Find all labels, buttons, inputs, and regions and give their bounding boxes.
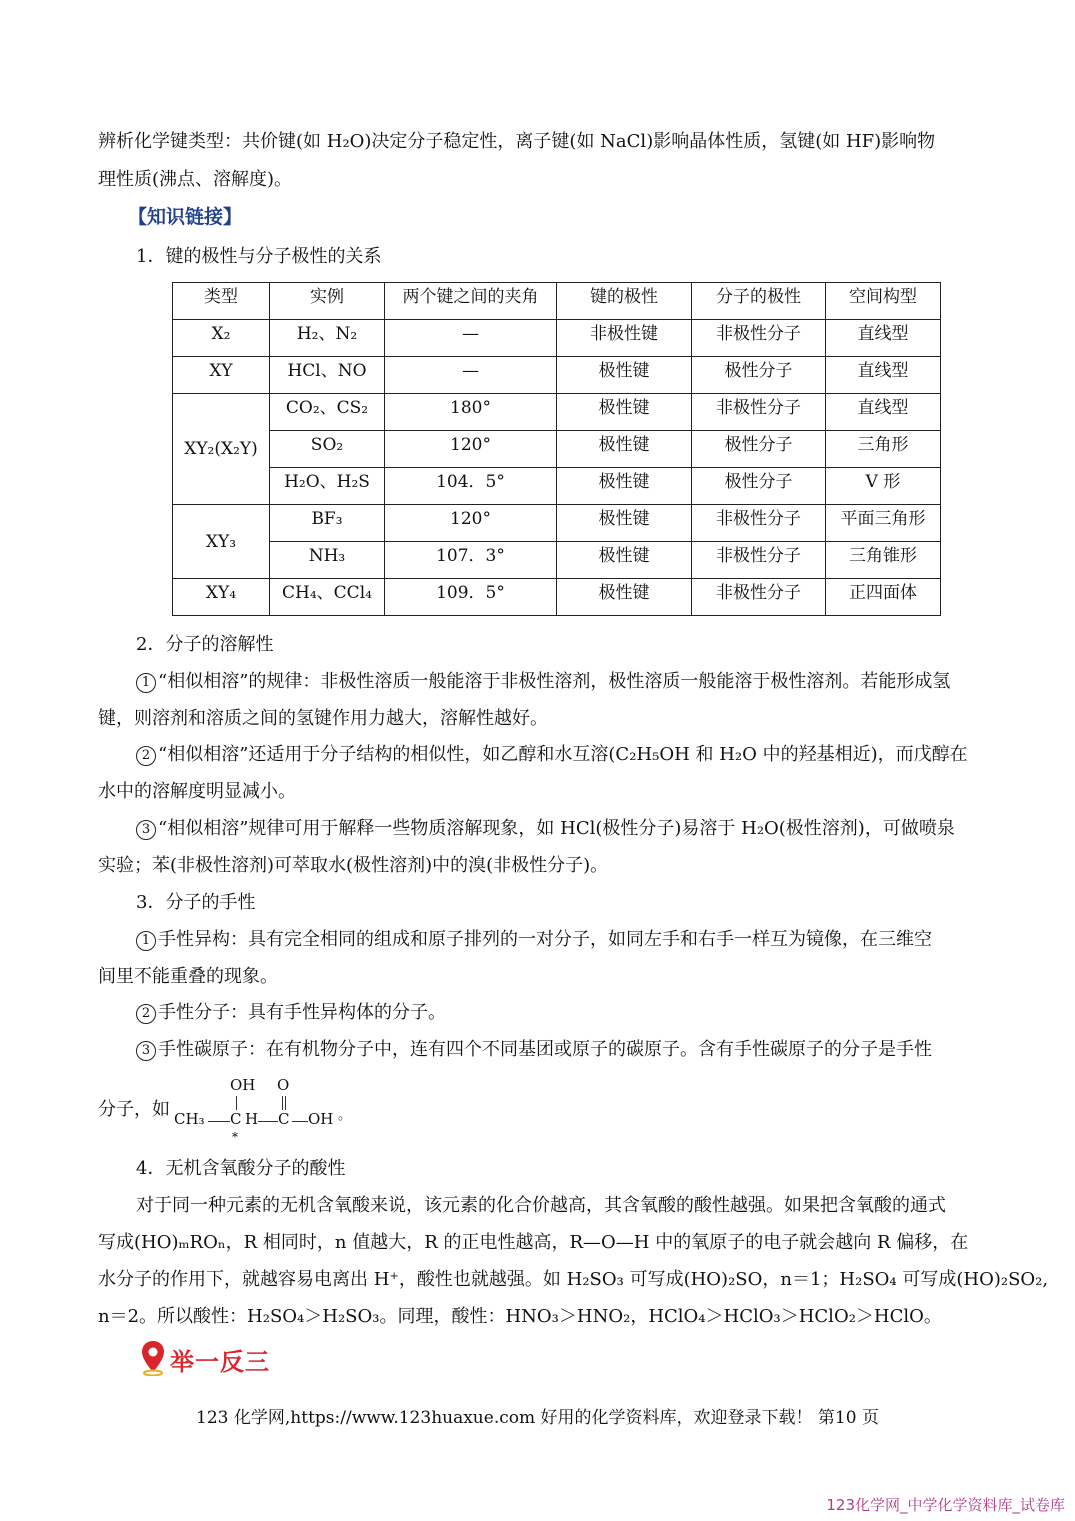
lactic-acid-structure [172, 1076, 362, 1146]
practice-section-title: 举一反三 [170, 1347, 270, 1376]
topic4-line-2: 写成(HO)ₘROₙ，R 相同时，n 值越大，R 的正电性越高，R—O—H 中的氧原子的电子就会越向 R 偏移，在 [98, 1232, 969, 1253]
type-cell: XY₄ [173, 579, 270, 616]
topic3-paragraph-3 [136, 1038, 978, 1062]
intro-line-2: 理性质(沸点、溶解度)。 [98, 169, 293, 190]
topic2-paragraph-2 [136, 743, 978, 767]
header-molecule-polarity: 分子的极性 [692, 283, 826, 320]
topic3-p1-line-2: 间里不能重叠的现象。 [98, 966, 278, 987]
bond-polarity-cell: 极性键 [557, 468, 692, 505]
formula-chiral-c: C [230, 1110, 242, 1128]
practice-section-header [140, 1340, 270, 1380]
table-row [173, 542, 941, 579]
topic4-line-1: 对于同一种元素的无机含氧酸来说，该元素的化合价越高，其含氧酸的酸性越强。如果把含氧酸的通式 [136, 1195, 946, 1216]
formula-star: * [232, 1130, 238, 1144]
topic4-line-3: 水分子的作用下，就越容易电离出 H⁺，酸性也就越强。如 H₂SO₃ 可写成(HO)₂SO，n＝1；H₂SO₄ 可写成(HO)₂SO₂, [98, 1269, 1049, 1290]
angle-cell: 109．5° [385, 579, 557, 616]
topic2-p3-text: “相似相溶”规律可用于解释一些物质溶解现象，如 HCl(极性分子)易溶于 H₂O(极性溶剂)，可做喷泉 [158, 818, 955, 839]
topic3-p3-text: 手性碳原子：在有机物分子中，连有四个不同基团或原子的碳原子。含有手性碳原子的分子是手性 [158, 1039, 932, 1060]
type-cell: XY₃ [173, 505, 270, 579]
table-row [173, 468, 941, 505]
table-header-row [173, 283, 941, 320]
molecule-polarity-cell: 极性分子 [692, 468, 826, 505]
bond-polarity-cell: 极性键 [557, 357, 692, 394]
topic2-p1-line-2: 键，则溶剂和溶质之间的氢键作用力越大，溶解性越好。 [98, 708, 548, 729]
topic3-p3-line-2: 分子，如 [98, 1099, 170, 1120]
angle-cell: — [385, 320, 557, 357]
shape-cell: 直线型 [826, 357, 941, 394]
formula-bond-c-c [258, 1121, 278, 1122]
circled-number-2: 2 [136, 746, 156, 766]
header-shape: 空间构型 [826, 283, 941, 320]
formula-o-top: O [277, 1076, 290, 1094]
angle-cell: — [385, 357, 557, 394]
type-cell: XY₂(X₂Y) [173, 394, 270, 505]
table-row [173, 579, 941, 616]
topic2-p2-text: “相似相溶”还适用于分子结构的相似性，如乙醇和水互溶(C₂H₅OH 和 H₂O 中的羟基相近)，而戊醇在 [158, 744, 968, 765]
example-cell: HCl、NO [270, 357, 385, 394]
molecule-polarity-cell: 极性分子 [692, 431, 826, 468]
topic3-p2-text: 手性分子：具有手性异构体的分子。 [158, 1002, 446, 1023]
topic2-p3-line-2: 实验；苯(非极性溶剂)可萃取水(极性溶剂)中的溴(非极性分子)。 [98, 855, 609, 876]
topic2-paragraph-1 [136, 670, 978, 694]
shape-cell: 平面三角形 [826, 505, 941, 542]
topic3-paragraph-1 [136, 928, 978, 952]
example-cell: H₂O、H₂S [270, 468, 385, 505]
formula-h: H [245, 1110, 259, 1128]
example-cell: H₂、N₂ [270, 320, 385, 357]
topic3-title: 3．分子的手性 [136, 892, 256, 913]
topic4-line-4: n＝2。所以酸性：H₂SO₄＞H₂SO₃。同理，酸性：HNO₃＞HNO₂，HClO₄＞HClO₃＞HClO₂＞HClO。 [98, 1306, 942, 1327]
table-row [173, 505, 941, 542]
topic4-title: 4．无机含氧酸分子的酸性 [136, 1158, 346, 1179]
angle-cell: 107．3° [385, 542, 557, 579]
topic2-paragraph-3 [136, 817, 978, 841]
formula-ch3: CH₃ [174, 1110, 205, 1128]
header-bond-polarity: 键的极性 [557, 283, 692, 320]
circled-number-1: 1 [136, 673, 156, 693]
intro-line-1: 辨析化学键类型：共价键(如 H₂O)决定分子稳定性，离子键(如 NaCl)影响晶体性质，氢键(如 HF)影响物 [98, 131, 936, 152]
formula-oh: OH [308, 1110, 334, 1128]
topic2-title: 2．分子的溶解性 [136, 634, 274, 655]
circled-number-3: 3 [136, 820, 156, 840]
type-cell: X₂ [173, 320, 270, 357]
knowledge-link-heading: 【知识链接】 [128, 206, 243, 228]
shape-cell: V 形 [826, 468, 941, 505]
shape-cell: 三角形 [826, 431, 941, 468]
example-cell: NH₃ [270, 542, 385, 579]
topic3-p1-text: 手性异构：具有完全相同的组成和原子排列的一对分子，如同左手和右手一样互为镜像，在三维空 [158, 929, 932, 950]
bond-polarity-cell: 极性键 [557, 431, 692, 468]
formula-bond-c-oh-2 [292, 1121, 308, 1122]
header-angle: 两个键之间的夹角 [385, 283, 557, 320]
circled-number-2: 2 [136, 1004, 156, 1024]
formula-oh-top: OH [230, 1076, 256, 1094]
angle-cell: 120° [385, 431, 557, 468]
bond-polarity-cell: 极性键 [557, 394, 692, 431]
molecule-polarity-cell: 极性分子 [692, 357, 826, 394]
bond-polarity-cell: 非极性键 [557, 320, 692, 357]
location-pin-icon [140, 1340, 166, 1376]
topic1-title: 1．键的极性与分子极性的关系 [136, 246, 382, 267]
circled-number-3: 3 [136, 1041, 156, 1061]
shape-cell: 直线型 [826, 394, 941, 431]
molecule-polarity-cell: 非极性分子 [692, 579, 826, 616]
shape-cell: 正四面体 [826, 579, 941, 616]
table-row [173, 357, 941, 394]
topic2-p1-text: “相似相溶”的规律：非极性溶质一般能溶于非极性溶剂，极性溶质一般能溶于极性溶剂。若能形成氢 [158, 671, 951, 692]
header-type: 类型 [173, 283, 270, 320]
shape-cell: 直线型 [826, 320, 941, 357]
example-cell: CH₄、CCl₄ [270, 579, 385, 616]
table-row [173, 394, 941, 431]
angle-cell: 180° [385, 394, 557, 431]
bond-polarity-cell: 极性键 [557, 505, 692, 542]
table-row [173, 320, 941, 357]
topic3-paragraph-2 [136, 1001, 978, 1025]
molecule-polarity-cell: 非极性分子 [692, 505, 826, 542]
angle-cell: 120° [385, 505, 557, 542]
molecule-polarity-cell: 非极性分子 [692, 394, 826, 431]
formula-bond-c-o-2 [285, 1096, 286, 1110]
site-watermark: 123化学网_中学化学资料库_试卷库 [826, 1496, 1065, 1514]
formula-period: 。 [338, 1108, 352, 1123]
formula-bond-ch3-c [208, 1121, 230, 1122]
example-cell: SO₂ [270, 431, 385, 468]
bond-polarity-cell: 极性键 [557, 542, 692, 579]
circled-number-1: 1 [136, 931, 156, 951]
example-cell: CO₂、CS₂ [270, 394, 385, 431]
formula-bond-c-oh [236, 1096, 237, 1110]
molecule-polarity-cell: 非极性分子 [692, 320, 826, 357]
shape-cell: 三角锥形 [826, 542, 941, 579]
header-example: 实例 [270, 283, 385, 320]
type-cell: XY [173, 357, 270, 394]
angle-cell: 104．5° [385, 468, 557, 505]
topic2-p2-line-2: 水中的溶解度明显减小。 [98, 781, 296, 802]
bond-polarity-cell: 极性键 [557, 579, 692, 616]
formula-carboxyl-c: C [278, 1110, 290, 1128]
example-cell: BF₃ [270, 505, 385, 542]
molecule-polarity-cell: 非极性分子 [692, 542, 826, 579]
table-row [173, 431, 941, 468]
page-footer: 123 化学网,https://www.123huaxue.com 好用的化学资料库，欢迎登录下载！ 第10 页 [196, 1408, 879, 1428]
polarity-table [172, 282, 941, 616]
formula-bond-c-o-1 [282, 1096, 283, 1110]
